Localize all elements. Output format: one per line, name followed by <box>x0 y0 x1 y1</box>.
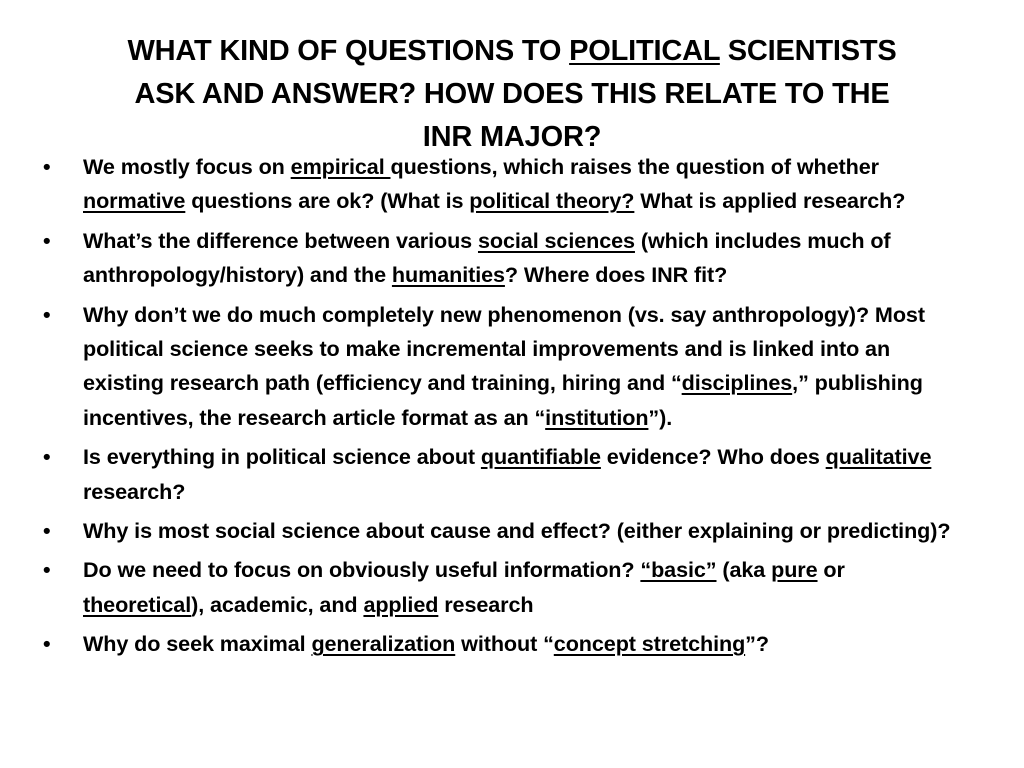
underlined-term: empirical <box>290 154 391 179</box>
text-fragment: questions are ok? (What is <box>185 188 470 214</box>
underlined-term: humanities <box>391 262 505 288</box>
text-fragment: (aka <box>716 557 772 583</box>
bullet-text <box>83 440 963 509</box>
text-fragment: ? Where does INR fit? <box>504 262 728 288</box>
text-fragment: Why is most social science about cause and effect? (either explaining or predicting)? <box>83 518 951 544</box>
title-line <box>60 73 964 116</box>
bullet-dot-icon: • <box>43 518 51 544</box>
bullet-item <box>43 298 963 436</box>
bullet-dot-icon: • <box>43 301 51 327</box>
underlined-term: theoretical <box>83 591 192 617</box>
text-fragment: Why don’t we do much completely new phenomenon (vs. say anthropology)? Most political science seeks to make incremental improvements and is linked into an existing research path (efficiency and training, hiring and “ <box>83 301 925 396</box>
text-fragment: Is everything in political science about <box>83 444 481 470</box>
bullet-item <box>43 553 963 622</box>
underlined-term: qualitative <box>825 444 932 470</box>
underlined-term: generalization <box>311 631 456 657</box>
title-line <box>60 30 964 73</box>
text-fragment: ”). <box>648 404 673 430</box>
bullet-item <box>43 150 963 219</box>
bullet-item <box>43 440 963 509</box>
text-fragment: ), academic, and <box>191 591 364 617</box>
bullet-dot-icon: • <box>43 227 51 253</box>
underlined-term: social sciences <box>477 227 635 253</box>
bullet-text <box>83 150 963 219</box>
text-fragment: Do we need to focus on obviously useful information? <box>83 557 641 583</box>
bullet-list <box>43 150 963 667</box>
bullet-text <box>83 627 963 661</box>
underlined-term: “basic” <box>640 557 717 583</box>
text-fragment: ”? <box>745 631 769 657</box>
text-fragment: What’s the difference between various <box>83 227 478 253</box>
underlined-term: institution <box>545 404 649 430</box>
text-fragment: Why do seek maximal <box>83 631 312 657</box>
text-fragment: INR MAJOR? <box>422 121 602 153</box>
text-fragment: ,” publishing incentives, the research article format as an “ <box>83 370 923 430</box>
text-fragment: without “ <box>455 631 554 657</box>
bullet-item <box>43 627 963 661</box>
underlined-term: concept stretching <box>553 631 746 657</box>
underlined-term: applied <box>363 591 439 617</box>
text-fragment: (which includes much of anthropology/history) and the <box>83 227 891 288</box>
bullet-item <box>43 514 963 548</box>
underlined-term: disciplines <box>681 370 793 396</box>
bullet-dot-icon: • <box>43 557 51 583</box>
text-fragment: research? <box>83 478 186 504</box>
slide-title <box>60 30 964 159</box>
bullet-text <box>83 298 963 436</box>
bullet-text <box>83 224 963 293</box>
underlined-term: political theory? <box>469 188 635 214</box>
text-fragment: ASK AND ANSWER? HOW DOES THIS RELATE TO THE <box>134 78 890 110</box>
underlined-term: pure <box>771 557 818 583</box>
bullet-dot-icon: • <box>43 631 51 657</box>
text-fragment: or <box>817 557 845 583</box>
underlined-term: normative <box>83 188 186 214</box>
underlined-term: quantifiable <box>480 444 601 470</box>
bullet-text <box>83 514 963 548</box>
bullet-dot-icon: • <box>43 444 51 470</box>
text-fragment: questions, which raises the question of whether <box>390 154 879 179</box>
text-fragment: SCIENTISTS <box>719 35 897 67</box>
text-fragment: We mostly focus on <box>83 154 291 179</box>
text-fragment: research <box>438 591 534 617</box>
underlined-term: POLITICAL <box>569 35 720 67</box>
bullet-item <box>43 224 963 293</box>
text-fragment: evidence? Who does <box>600 444 826 470</box>
bullet-dot-icon: • <box>43 154 51 179</box>
bullet-text <box>83 553 963 622</box>
text-fragment: WHAT KIND OF QUESTIONS TO <box>127 35 570 67</box>
text-fragment: What is applied research? <box>634 188 906 214</box>
